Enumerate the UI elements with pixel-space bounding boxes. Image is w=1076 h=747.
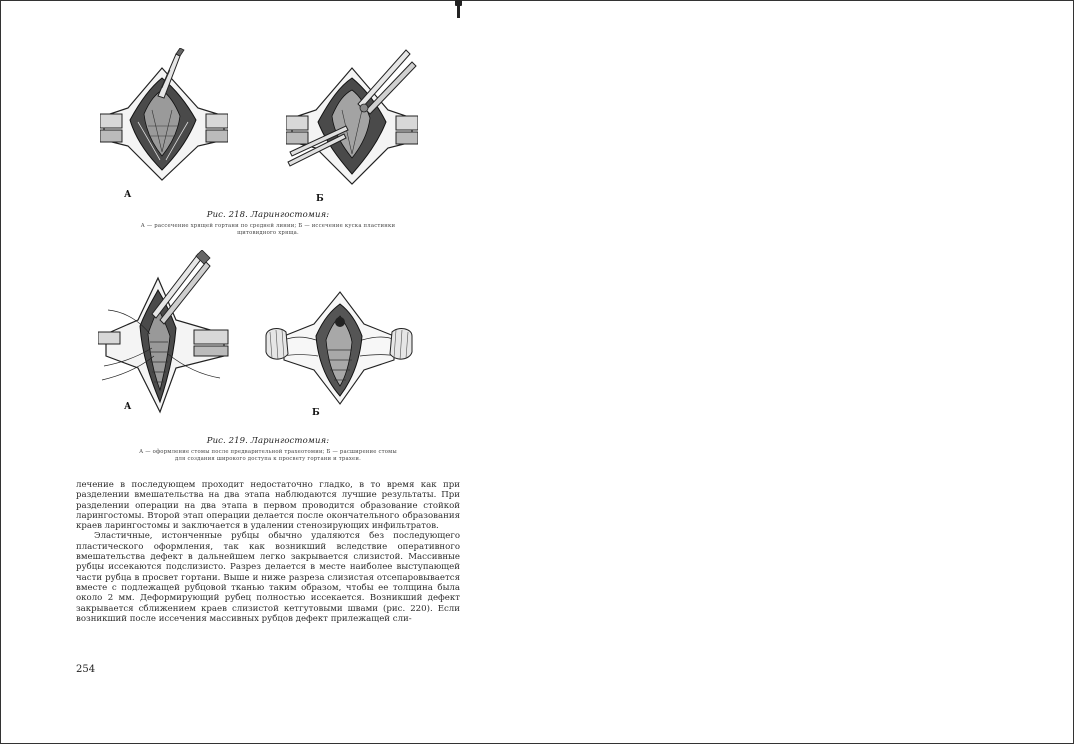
figure-218-panel-a-label: А <box>124 190 132 200</box>
binding-mark <box>457 0 460 18</box>
figure-218-description-line-2: щитовидного хряща. <box>237 230 299 236</box>
figure-218-title: Рис. 218. Ларингостомия: <box>206 210 330 220</box>
figure-219-panel-a-label: А <box>124 402 132 412</box>
figure-218-description <box>72 223 464 237</box>
figure-218-description-line-1: А — рассечение хрящей гортани по средней линии; Б — иссечение куска пластинки <box>140 223 396 229</box>
figure-219-description-line-1: А — оформление стомы после предварительной трахеотомии; Б — расширение стомы <box>139 449 397 455</box>
figure-218-panel-b-label: Б <box>316 194 324 204</box>
figure-219-title: Рис. 219. Ларингостомия: <box>206 436 330 446</box>
figure-218-panel-a-illustration <box>100 48 228 198</box>
figure-219-description-line-2: для создания широкого доступа к просвету гортани и трахеи. <box>175 456 361 462</box>
book-page <box>72 30 464 690</box>
page-number: 254 <box>76 664 96 675</box>
figure-219-panel-b-label: Б <box>312 408 320 418</box>
body-text <box>76 480 460 624</box>
figure-219-description <box>72 449 464 463</box>
figure-219-panel-a-illustration <box>98 250 230 418</box>
body-paragraph-1: лечение в последующем проходит недостаточно гладко, в то время как при разделении вмешательства на два этапа наблюдаются лучшие результаты. При разделении операции на два этапа в первом проводится образование стойкой ларингостомы. Второй этап операции делается после окончательного образования краев ларингостомы и заключается в удалении стенозирующих инфильтратов. <box>76 480 460 532</box>
body-paragraph-2: Эластичные, истонченные рубцы обычно удаляются без последующего пластического оформления, так как возникший вследствие оперативного вмешательства дефект в дальнейшем легко закрывается слизистой. Массивные рубцы иссекаются подслизисто. Разрез делается в месте наиболее выступающей части рубца в просвет гортани. Выше и ниже разреза слизистая отсепаровывается вместе с подлежащей рубцовой тканью таким образом, чтобы ее толщина была около 2 мм. Деформирующий рубец полностью иссекается. Возникший дефект закрывается сближением краев слизистой кетгутовыми швами (рис. 220). Если возникший после иссечения массивных рубцов дефект прилежащей сли- <box>76 531 460 624</box>
figure-218-panel-b-illustration <box>286 44 418 202</box>
figure-219-panel-b-illustration <box>264 270 414 420</box>
